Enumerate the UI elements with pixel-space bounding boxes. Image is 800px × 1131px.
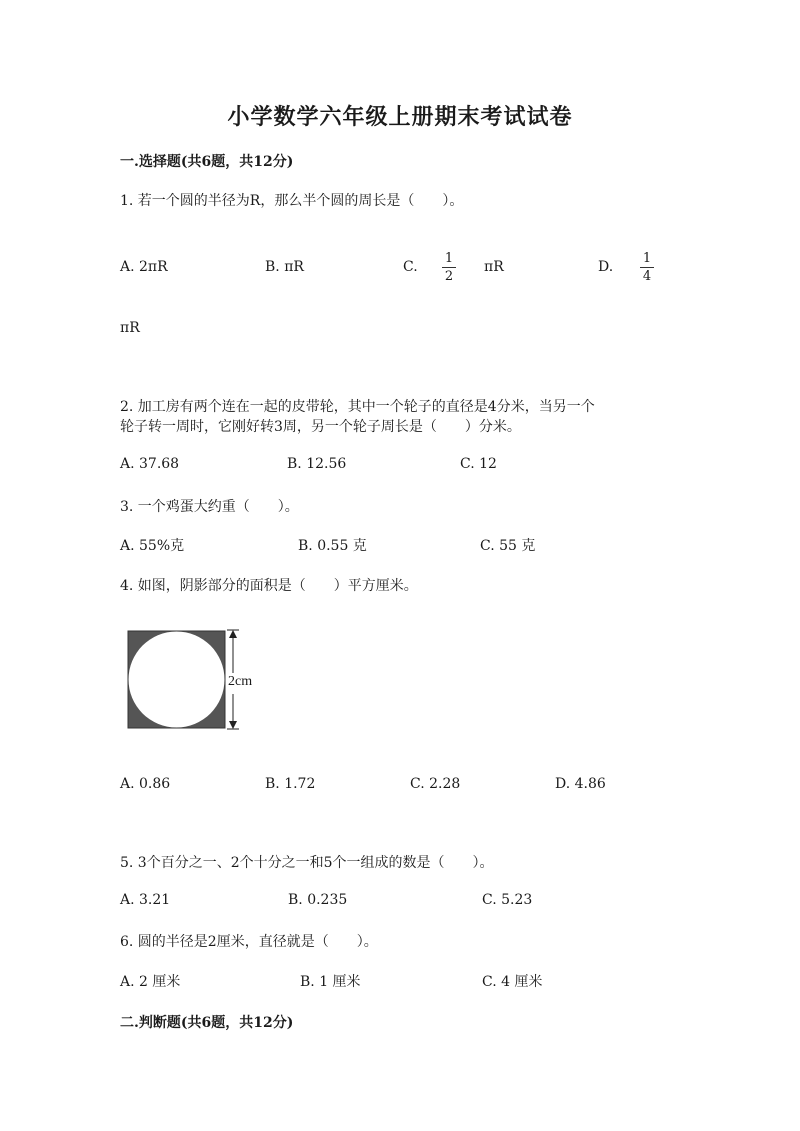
q2-option-b[interactable]: B. 12.56	[287, 456, 347, 472]
q1-option-c-fraction	[442, 252, 456, 283]
q5-option-c[interactable]: C. 5.23	[482, 892, 533, 908]
q6-option-b[interactable]: B. 1 厘米	[300, 974, 361, 990]
fraction-bar	[640, 267, 654, 268]
q1-option-c-pi-r: πR	[484, 259, 504, 275]
fraction-bar	[442, 267, 456, 268]
shaded-square-circle-figure	[125, 628, 265, 736]
q6-option-c[interactable]: C. 4 厘米	[482, 974, 543, 990]
question-5: 5. 3个百分之一、2个十分之一和5个一组成的数是（ ）。	[120, 855, 494, 871]
fraction-denominator: 2	[444, 269, 454, 284]
q2-option-c[interactable]: C. 12	[460, 456, 497, 472]
question-2-line-1: 2. 加工房有两个连在一起的皮带轮，其中一个轮子的直径是4分米，当另一个	[120, 399, 595, 415]
figure-dimension-label: 2cm	[228, 674, 253, 689]
q1-option-d-pi-r: πR	[120, 320, 140, 336]
q6-option-a[interactable]: A. 2 厘米	[120, 974, 181, 990]
question-6: 6. 圆的半径是2厘米，直径就是（ ）。	[120, 934, 378, 950]
fraction-denominator: 4	[642, 269, 652, 284]
arrow-up-icon	[229, 630, 237, 638]
q1-option-c-label[interactable]: C.	[403, 259, 418, 275]
fraction-numerator: 1	[642, 251, 652, 266]
q4-option-c[interactable]: C. 2.28	[410, 776, 461, 792]
q4-option-a[interactable]: A. 0.86	[120, 776, 171, 792]
q4-option-b[interactable]: B. 1.72	[265, 776, 316, 792]
arrow-down-icon	[229, 721, 237, 729]
question-2-line-2: 轮子转一周时，它刚好转3周，另一个轮子周长是（ ）分米。	[120, 419, 521, 435]
fraction-numerator: 1	[444, 251, 454, 266]
q1-option-a[interactable]: A. 2πR	[120, 259, 168, 275]
q1-option-d-fraction	[640, 252, 654, 283]
white-circle	[129, 632, 225, 728]
question-4: 4. 如图，阴影部分的面积是（ ）平方厘米。	[120, 578, 418, 594]
q3-option-b[interactable]: B. 0.55 克	[298, 538, 367, 554]
q3-option-a[interactable]: A. 55%克	[120, 538, 185, 554]
question-3: 3. 一个鸡蛋大约重（ ）。	[120, 499, 299, 515]
q2-option-a[interactable]: A. 37.68	[120, 456, 180, 472]
q5-option-b[interactable]: B. 0.235	[288, 892, 348, 908]
question-1: 1. 若一个圆的半径为R，那么半个圆的周长是（ ）。	[120, 193, 464, 209]
q3-option-c[interactable]: C. 55 克	[480, 538, 536, 554]
q5-option-a[interactable]: A. 3.21	[120, 892, 171, 908]
section-heading-choice: 一.选择题(共6题，共12分)	[120, 154, 294, 170]
q1-option-d-label[interactable]: D.	[598, 259, 614, 275]
section-heading-judgement: 二.判断题(共6题，共12分)	[120, 1015, 294, 1031]
page-title: 小学数学六年级上册期末考试试卷	[227, 104, 573, 130]
q1-option-b[interactable]: B. πR	[265, 259, 304, 275]
q4-option-d[interactable]: D. 4.86	[555, 776, 606, 792]
